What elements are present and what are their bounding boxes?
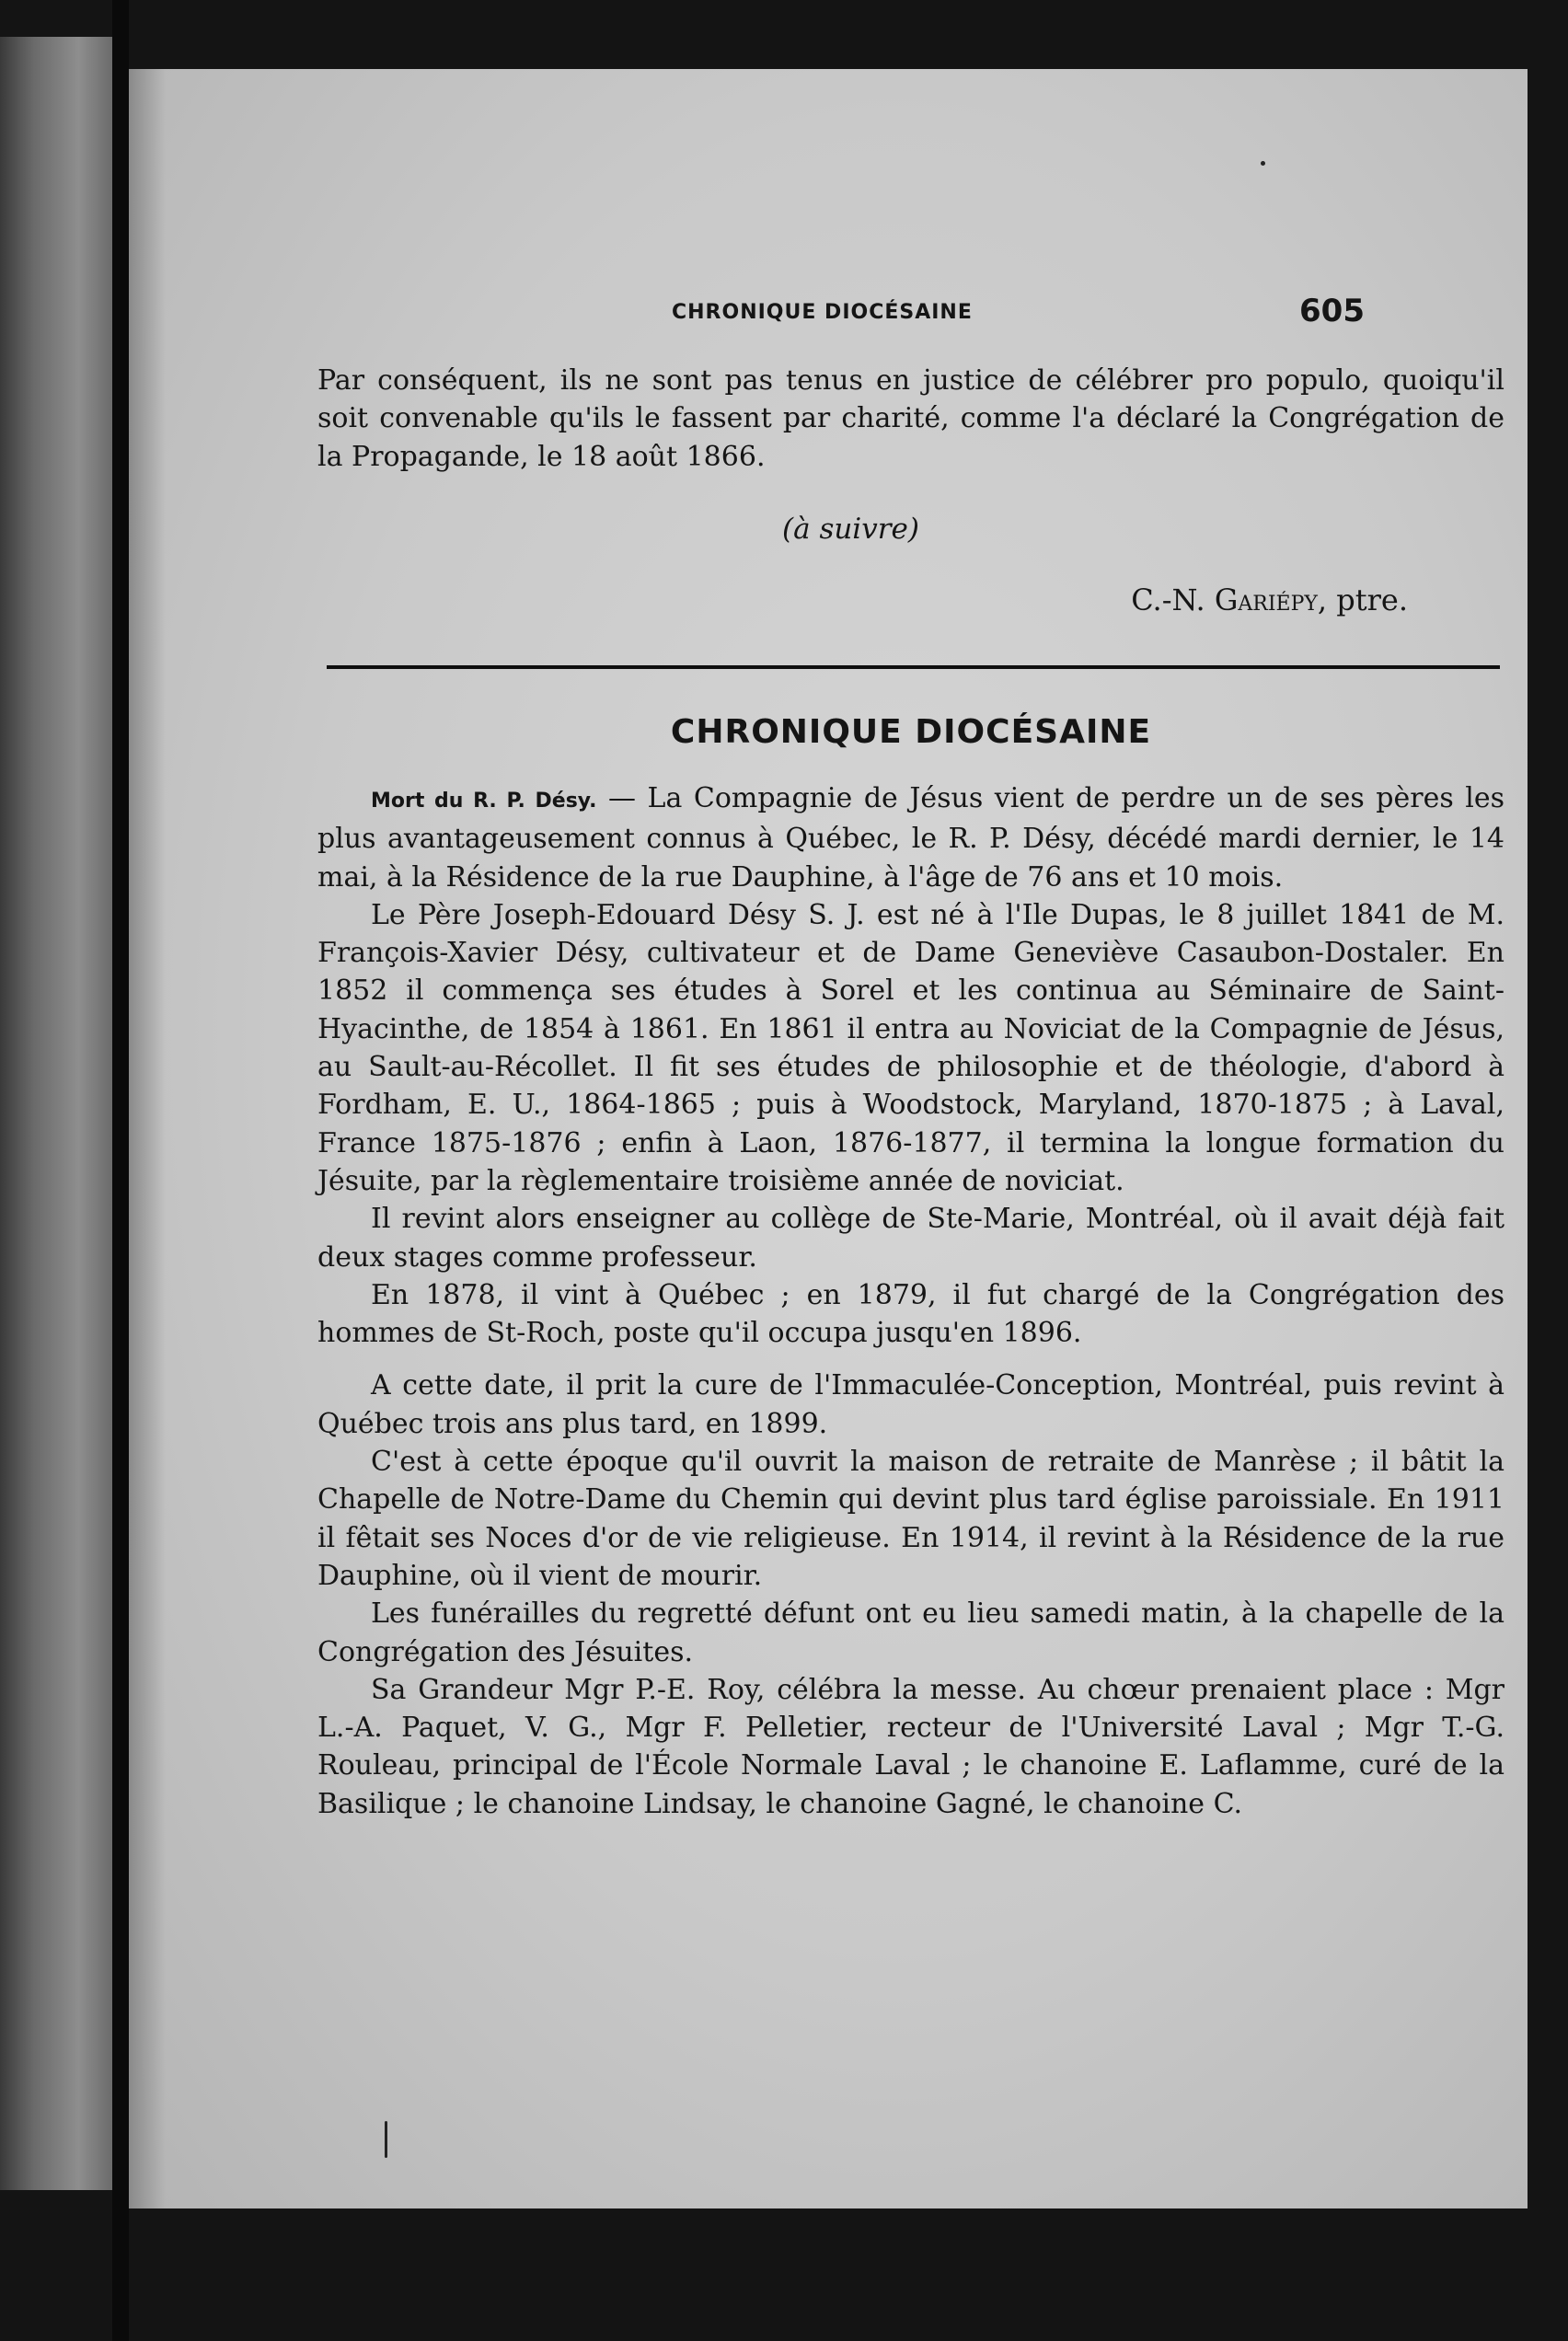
article-paragraph-1 [317,779,1505,896]
article-paragraph-4: En 1878, il vint à Québec ; en 1879, il fut chargé de la Congrégation des hommes de St-Roch, poste qu'il occupa jusqu'en 1896. [317,1278,1505,1350]
book-page [129,69,1528,2208]
article-paragraph-3: Il revint alors enseigner au collège de Ste-Marie, Montréal, où il avait déjà fait deux stages comme professeur. [317,1203,1505,1274]
adjacent-page-edge [0,37,112,2190]
article-paragraph-2: Le Père Joseph-Edouard Désy S. J. est né à l'Ile Dupas, le 8 juillet 1841 de M. François-Xavier Désy, cultivateur et de Dame Geneviève Casaubon-Dostaler. En 1852 il commença ses études à Sorel et les continua au Séminaire de Saint-Hyacinthe, de 1854 à 1861. En 1861 il entra au Noviciat de la Compagnie de Jésus, au Sault-au-Récollet. Il fit ses études de philosophie et de théologie, d'abord à Fordham, E. U., 1864-1865 ; puis à Woodstock, Maryland, 1870-1875 ; à Laval, France 1875-1876 ; enfin à Laon, 1876-1877, il termina la longue formation du Jésuite, par la règlementaire troisième année de noviciat. [317,898,1505,1197]
article-paragraph-7: Les funérailles du regretté défunt ont eu lieu samedi matin, à la chapelle de la Congrégation des Jésuites. [317,1597,1505,1668]
continued-note-word: suivre [819,513,908,546]
signature-initials: C.-N. [1131,582,1215,617]
dust-scratch [385,2121,387,2158]
page-number: 605 [1299,293,1365,329]
dust-speck [1261,161,1265,166]
previous-article-paragraph: Par conséquent, ils ne sont pas tenus en justice de célébrer pro populo, quoiqu'il soit convenable qu'ils le fassent par charité, comme l'a déclaré la Congrégation de la Propagande, le 18 août 1866. [317,364,1505,473]
article-body [317,779,1505,1823]
continued-note-open: (à [782,513,820,546]
running-head: CHRONIQUE DIOCÉSAINE [672,301,973,324]
continued-note-close: ) [907,513,920,546]
author-signature [893,582,1408,617]
signature-surname: Gariépy [1214,582,1318,617]
article-paragraph-5: A cette date, il prit la cure de l'Immaculée-Conception, Montréal, puis revint à Québec trois ans plus tard, en 1899. [317,1369,1505,1440]
section-title: CHRONIQUE DIOCÉSAINE [670,713,1152,751]
previous-article-ending [317,362,1505,476]
book-gutter [112,0,129,2341]
runin-title: Mort du R. P. Désy. [371,790,597,813]
article-paragraph-6: C'est à cette époque qu'il ouvrit la maison de retraite de Manrèse ; il bâtit la Chapelle de Notre-Dame du Chemin qui devint plus tard église paroissiale. En 1911 il fêtait ses Noces d'or de vie religieuse. En 1914, il revint à la Résidence de la rue Dauphine, où il vient de mourir. [317,1446,1505,1592]
paragraph-1-text: — La Compagnie de Jésus vient de perdre un de ses pères les plus avantageusement connus à Québec, le R. P. Désy, décédé mardi dernier, le 14 mai, à la Résidence de la rue Dauphine, à l'âge de 76 ans et 10 mois. [317,782,1505,894]
section-divider [327,665,1500,669]
continued-note [782,513,919,546]
paragraph-gap [317,1352,1505,1367]
signature-suffix: , ptre. [1317,582,1408,617]
article-paragraph-8: Sa Grandeur Mgr P.-E. Roy, célébra la messe. Au chœur prenaient place : Mgr L.-A. Paquet, V. G., Mgr F. Pelletier, recteur de l'Université Laval ; Mgr T.-G. Rouleau, principal de l'École Normale Laval ; le chanoine E. Laflamme, curé de la Basilique ; le chanoine Lindsay, le chanoine Gagné, le chanoine C. [317,1673,1505,1820]
